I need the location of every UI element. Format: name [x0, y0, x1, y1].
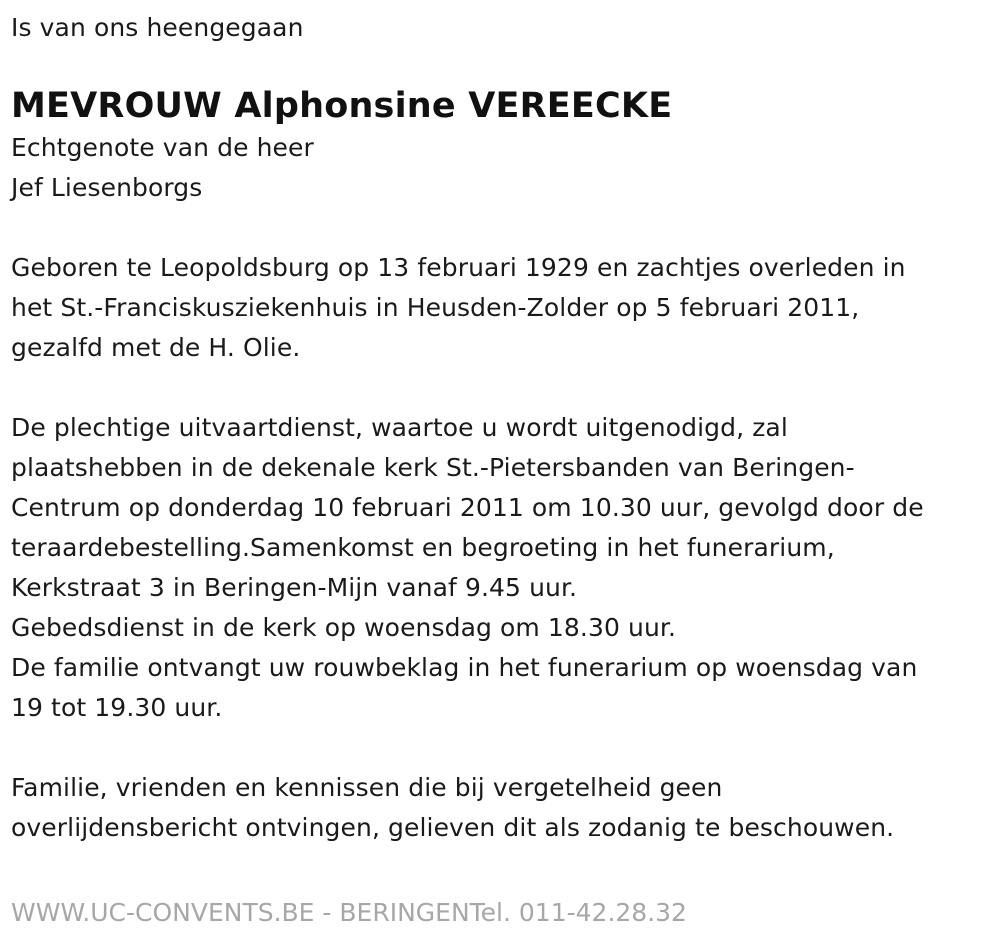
paragraph-line: Gebedsdienst in de kerk op woensdag om 18.30 uur.	[11, 613, 677, 642]
spouse-line: Jef Liesenborgs	[11, 173, 203, 202]
funeral-paragraph	[11, 408, 1000, 728]
spouse-line: Echtgenote van de heer	[11, 133, 314, 162]
spouse-block	[11, 128, 1000, 208]
paragraph-line: Geboren te Leopoldsburg op 13 februari 1929 en zachtjes overleden in	[11, 253, 906, 282]
paragraph-line: gezalfd met de H. Olie.	[11, 333, 301, 362]
footer-contact: WWW.UC-CONVENTS.BE - BERINGENTel. 011-42.28.32	[11, 898, 687, 927]
paragraph-line: teraardebestelling.Samenkomst en begroeting in het funerarium,	[11, 533, 835, 562]
paragraph-line: De familie ontvangt uw rouwbeklag in het funerarium op woensdag van	[11, 653, 918, 682]
paragraph-line: Centrum op donderdag 10 februari 2011 om 10.30 uur, gevolgd door de	[11, 493, 924, 522]
paragraph-line: plaatshebben in de dekenale kerk St.-Pietersbanden van Beringen-	[11, 453, 855, 482]
birth-death-paragraph	[11, 248, 1000, 368]
spacer	[11, 208, 1000, 248]
paragraph-line: het St.-Franciskusziekenhuis in Heusden-Zolder op 5 februari 2011,	[11, 293, 860, 322]
paragraph-line: Kerkstraat 3 in Beringen-Mijn vanaf 9.45 uur.	[11, 573, 578, 602]
deceased-name: MEVROUW Alphonsine VEREECKE	[11, 86, 673, 126]
closing-paragraph	[11, 768, 1000, 848]
intro-text: Is van ons heengegaan	[11, 13, 304, 42]
spacer	[11, 728, 1000, 768]
paragraph-line: overlijdensbericht ontvingen, gelieven dit als zodanig te beschouwen.	[11, 813, 895, 842]
paragraph-line: Familie, vrienden en kennissen die bij vergetelheid geen	[11, 773, 723, 802]
paragraph-line: De plechtige uitvaartdienst, waartoe u wordt uitgenodigd, zal	[11, 413, 788, 442]
spacer	[11, 368, 1000, 408]
paragraph-line: 19 tot 19.30 uur.	[11, 693, 223, 722]
